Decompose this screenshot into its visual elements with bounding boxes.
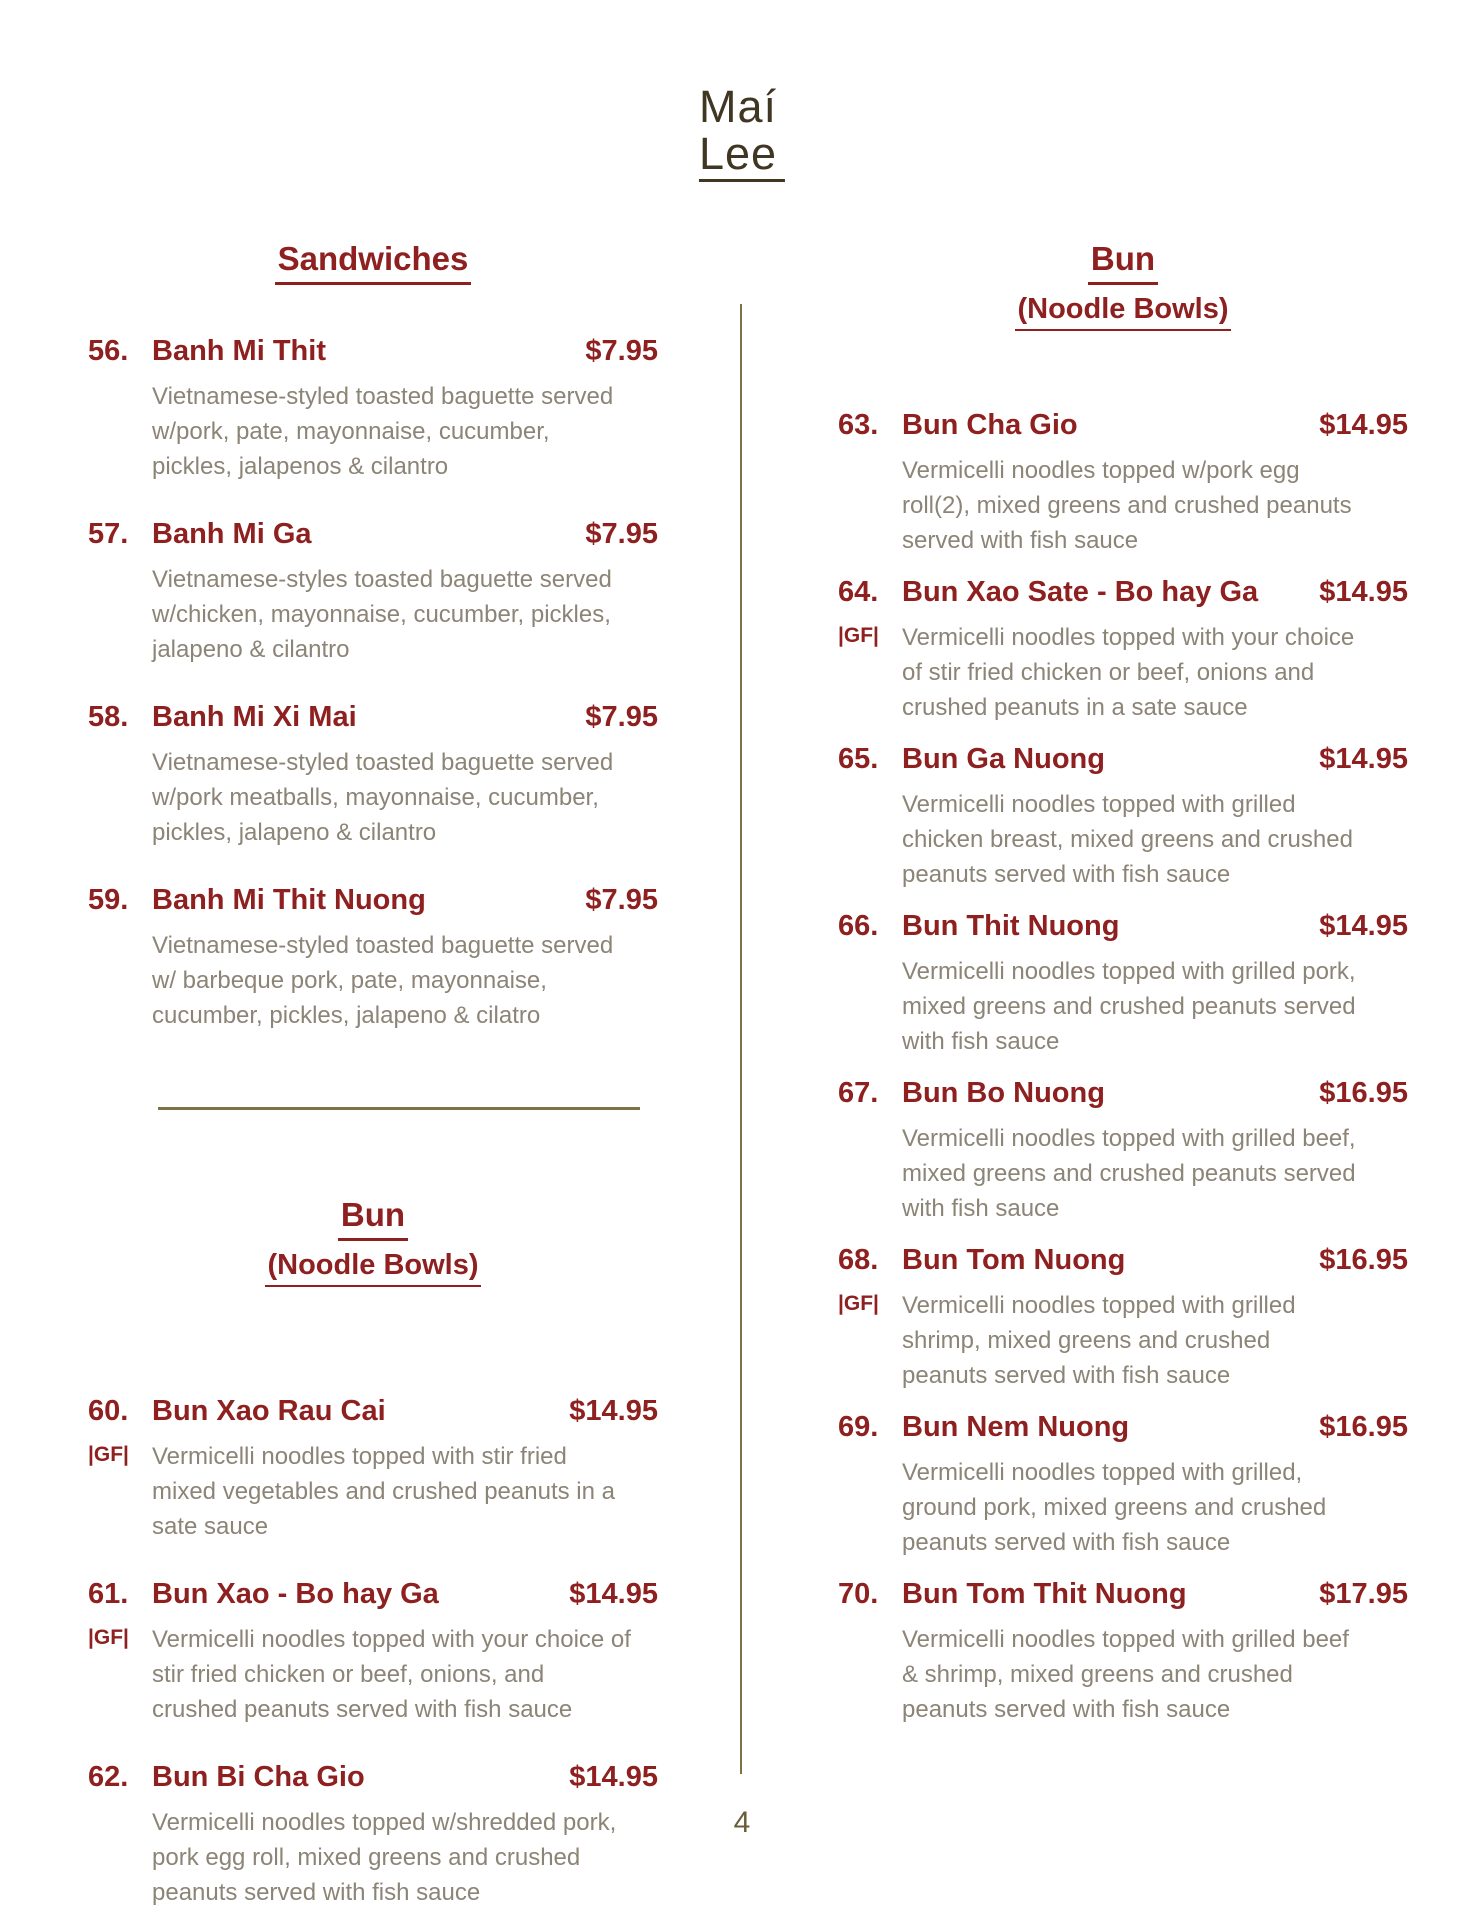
item-description: Vermicelli noodles topped with grilled beef & shrimp, mixed greens and crushed peanuts served with fish sauce	[902, 1626, 1349, 1723]
item-description-row	[88, 1439, 658, 1544]
item-description: Vermicelli noodles topped with stir fried mixed vegetables and crushed peanuts in a sate sauce	[152, 1443, 615, 1540]
gluten-free-badge: |GF|	[838, 624, 879, 647]
menu-item-header	[838, 1240, 1408, 1280]
restaurant-logo	[698, 81, 785, 182]
logo-line1: Maí	[698, 81, 777, 132]
item-number: 56.	[88, 335, 129, 367]
menu-item-header	[838, 1407, 1408, 1447]
section-title-row	[88, 240, 658, 285]
description-gutter	[838, 1121, 902, 1226]
menu-item-header	[88, 697, 658, 737]
item-price: $14.95	[569, 1395, 658, 1427]
description-gutter	[88, 379, 152, 484]
item-description-row	[838, 954, 1408, 1059]
item-description: Vermicelli noodles topped with your choice of stir fried chicken or beef, onions and crushed peanuts in a sate sauce	[902, 624, 1355, 721]
item-number: 61.	[88, 1578, 129, 1610]
item-description: Vietnamese-styles toasted baguette served w/chicken, mayonnaise, cucumber, pickles, jalapeno & cilantro	[152, 566, 612, 663]
item-description-row	[838, 1455, 1408, 1560]
section-title: Sandwiches	[275, 240, 472, 285]
item-name: Bun Xao Sate - Bo hay Ga	[902, 576, 1259, 608]
item-number: 63.	[838, 409, 879, 441]
section-header	[838, 240, 1408, 331]
menu-column-left	[88, 240, 658, 1920]
item-description-row	[88, 562, 658, 667]
section-subtitle-row	[88, 1241, 658, 1287]
section-header	[88, 240, 658, 285]
item-price: $7.95	[585, 884, 658, 916]
item-price: $16.95	[1319, 1077, 1408, 1109]
item-description-row	[838, 453, 1408, 558]
item-name: Bun Bi Cha Gio	[152, 1761, 365, 1793]
item-description-row	[838, 1622, 1408, 1727]
logo-line2: Lee	[699, 131, 785, 182]
item-name: Banh Mi Thit Nuong	[152, 884, 426, 916]
menu-item	[838, 405, 1408, 558]
item-description-row	[838, 1288, 1408, 1393]
item-number: 68.	[838, 1244, 879, 1276]
section-subtitle-row	[838, 285, 1408, 331]
section-title: Bun	[1088, 240, 1158, 285]
item-price: $14.95	[1319, 576, 1408, 608]
section-header	[88, 1196, 658, 1287]
item-name: Bun Tom Nuong	[902, 1244, 1126, 1276]
section-subtitle: (Noodle Bowls)	[265, 1249, 480, 1287]
item-price: $16.95	[1319, 1411, 1408, 1443]
item-description-row	[88, 379, 658, 484]
menu-item	[88, 514, 658, 667]
gluten-free-badge: |GF|	[88, 1626, 129, 1649]
item-price: $17.95	[1319, 1578, 1408, 1610]
menu-item	[88, 1574, 658, 1727]
item-number: 57.	[88, 518, 129, 550]
column-divider	[740, 304, 742, 1774]
item-description: Vietnamese-styled toasted baguette served w/pork, pate, mayonnaise, cucumber, pickles, jalapenos & cilantro	[152, 383, 614, 480]
item-price: $7.95	[585, 518, 658, 550]
gluten-free-badge: |GF|	[88, 1443, 129, 1466]
menu-item	[88, 1391, 658, 1544]
item-description: Vermicelli noodles topped with your choice of stir fried chicken or beef, onions, and crushed peanuts served with fish sauce	[152, 1626, 631, 1723]
item-number: 62.	[88, 1761, 129, 1793]
menu-item	[838, 739, 1408, 892]
item-description: Vietnamese-styled toasted baguette served w/ barbeque pork, pate, mayonnaise, cucumber, pickles, jalapeno & cilatro	[152, 932, 614, 1029]
section-divider	[158, 1107, 640, 1110]
section-title-row	[838, 240, 1408, 285]
item-name: Bun Bo Nuong	[902, 1077, 1105, 1109]
menu-item-header	[88, 1757, 658, 1797]
menu-item-header	[88, 1391, 658, 1431]
description-gutter	[88, 745, 152, 850]
menu-item-header	[838, 1574, 1408, 1614]
item-description: Vermicelli noodles topped with grilled shrimp, mixed greens and crushed peanuts served with fish sauce	[902, 1292, 1296, 1389]
menu-item-header	[838, 405, 1408, 445]
menu-item	[88, 697, 658, 850]
item-name: Bun Tom Thit Nuong	[902, 1578, 1187, 1610]
item-number: 70.	[838, 1578, 879, 1610]
item-description: Vermicelli noodles topped w/shredded pork, pork egg roll, mixed greens and crushed peanuts served with fish sauce	[152, 1809, 617, 1906]
item-description-row	[88, 928, 658, 1033]
menu-item-header	[838, 906, 1408, 946]
item-number: 69.	[838, 1411, 879, 1443]
section-subtitle: (Noodle Bowls)	[1015, 293, 1230, 331]
item-description: Vietnamese-styled toasted baguette served w/pork meatballs, mayonnaise, cucumber, pickles, jalapeno & cilantro	[152, 749, 614, 846]
menu-item-header	[88, 1574, 658, 1614]
item-description-row	[838, 1121, 1408, 1226]
item-name: Bun Xao Rau Cai	[152, 1395, 386, 1427]
item-description: Vermicelli noodles topped with grilled beef, mixed greens and crushed peanuts served with fish sauce	[902, 1125, 1356, 1222]
section-title-row	[88, 1196, 658, 1241]
description-gutter	[838, 453, 902, 558]
item-name: Bun Ga Nuong	[902, 743, 1105, 775]
item-description: Vermicelli noodles topped with grilled pork, mixed greens and crushed peanuts served with fish sauce	[902, 958, 1356, 1055]
item-number: 64.	[838, 576, 879, 608]
item-name: Bun Nem Nuong	[902, 1411, 1130, 1443]
item-price: $14.95	[1319, 409, 1408, 441]
menu-item-header	[838, 1073, 1408, 1113]
item-description: Vermicelli noodles topped w/pork egg roll(2), mixed greens and crushed peanuts served with fish sauce	[902, 457, 1352, 554]
item-description: Vermicelli noodles topped with grilled chicken breast, mixed greens and crushed peanuts served with fish sauce	[902, 791, 1353, 888]
item-name: Banh Mi Ga	[152, 518, 312, 550]
description-gutter	[88, 562, 152, 667]
menu-item-header	[838, 739, 1408, 779]
gluten-free-badge: |GF|	[838, 1292, 879, 1315]
menu-item	[838, 572, 1408, 725]
menu-item-header	[838, 572, 1408, 612]
menu-item-header	[88, 514, 658, 554]
menu-item	[838, 906, 1408, 1059]
menu-item	[88, 331, 658, 484]
item-price: $14.95	[1319, 743, 1408, 775]
item-price: $7.95	[585, 335, 658, 367]
item-name: Banh Mi Thit	[152, 335, 326, 367]
item-description: Vermicelli noodles topped with grilled, ground pork, mixed greens and crushed peanuts served with fish sauce	[902, 1459, 1327, 1556]
item-description-row	[838, 787, 1408, 892]
item-name: Bun Xao - Bo hay Ga	[152, 1578, 439, 1610]
item-price: $14.95	[569, 1578, 658, 1610]
item-number: 67.	[838, 1077, 879, 1109]
item-number: 58.	[88, 701, 129, 733]
item-number: 65.	[838, 743, 879, 775]
menu-item	[838, 1407, 1408, 1560]
description-gutter	[838, 1622, 902, 1727]
menu-item	[838, 1574, 1408, 1727]
section-title: Bun	[338, 1196, 408, 1241]
item-price: $7.95	[585, 701, 658, 733]
description-gutter	[838, 1455, 902, 1560]
item-description-row	[88, 745, 658, 850]
menu-item-header	[88, 880, 658, 920]
item-number: 66.	[838, 910, 879, 942]
page-number: 4	[733, 1806, 751, 1839]
item-price: $14.95	[569, 1761, 658, 1793]
item-price: $16.95	[1319, 1244, 1408, 1276]
menu-item	[838, 1073, 1408, 1226]
description-gutter	[838, 954, 902, 1059]
item-name: Bun Thit Nuong	[902, 910, 1120, 942]
menu-column-right	[838, 240, 1408, 1741]
menu-item-header	[88, 331, 658, 371]
item-price: $14.95	[1319, 910, 1408, 942]
menu-item	[838, 1240, 1408, 1393]
item-description-row	[88, 1622, 658, 1727]
menu-item	[88, 880, 658, 1033]
item-name: Banh Mi Xi Mai	[152, 701, 357, 733]
item-number: 59.	[88, 884, 129, 916]
item-number: 60.	[88, 1395, 129, 1427]
item-description-row	[838, 620, 1408, 725]
item-name: Bun Cha Gio	[902, 409, 1078, 441]
description-gutter	[88, 928, 152, 1033]
description-gutter	[838, 787, 902, 892]
